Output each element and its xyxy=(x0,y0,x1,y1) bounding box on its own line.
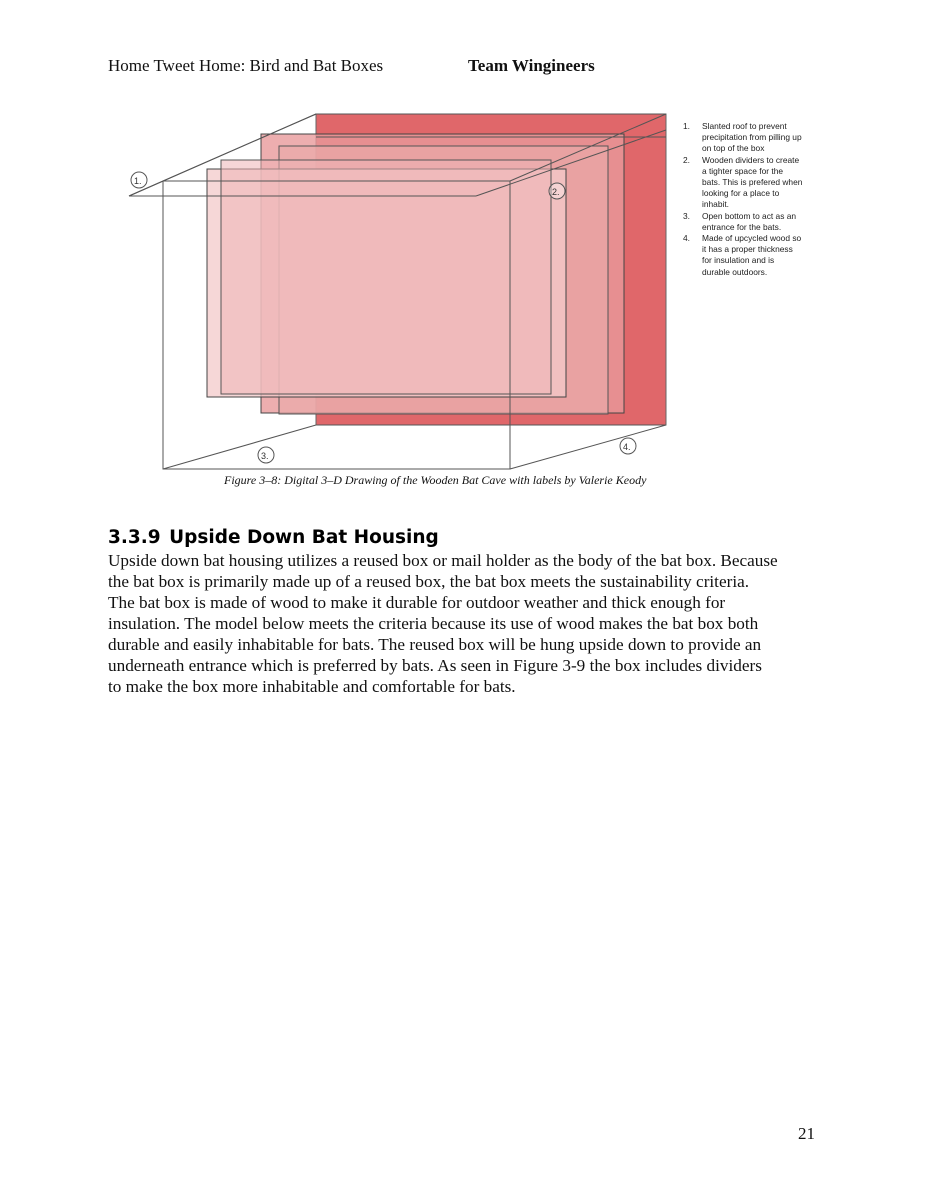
body-line: to make the box more inhabitable and comfortable for bats. xyxy=(108,677,516,696)
note-number: 3. xyxy=(683,210,690,221)
note-line: looking for a place to xyxy=(702,188,780,199)
body-line: durable and easily inhabitable for bats. The reused box will be hung upside down to provide an xyxy=(108,635,762,654)
note-line: for insulation and is xyxy=(702,255,775,266)
header-title: Home Tweet Home: Bird and Bat Boxes xyxy=(108,56,384,75)
section-heading xyxy=(108,527,439,548)
svg-text:3.: 3. xyxy=(261,451,269,461)
note-line: inhabit. xyxy=(702,199,730,210)
note-text xyxy=(702,121,833,155)
note-line: it has a proper thickness xyxy=(702,244,793,255)
note-text xyxy=(702,211,833,233)
note-line: durable outdoors. xyxy=(702,266,768,277)
figure-note xyxy=(683,211,833,233)
note-line: Open bottom to act as an xyxy=(702,210,797,221)
figure-notes-list xyxy=(683,121,833,278)
callout-1 xyxy=(131,172,147,188)
section-title: Upside Down Bat Housing xyxy=(169,527,439,548)
callout-4 xyxy=(620,438,636,454)
body-line: Upside down bat housing utilizes a reused box or mail holder as the body of the bat box. Because xyxy=(108,551,778,570)
front-divider-face xyxy=(221,160,551,394)
note-number: 2. xyxy=(683,154,690,165)
page-number: 21 xyxy=(798,1124,815,1143)
note-text xyxy=(702,233,833,278)
section-number: 3.3.9 xyxy=(108,527,161,548)
svg-text:2.: 2. xyxy=(552,187,560,197)
figure-note xyxy=(683,155,833,211)
note-line: Made of upcycled wood so xyxy=(702,233,802,244)
body-line: insulation. The model below meets the criteria because its use of wood makes the bat box both xyxy=(108,614,759,633)
figure-note xyxy=(683,233,833,278)
section-body xyxy=(108,550,828,697)
note-line: precipitation from pilling up xyxy=(702,132,802,143)
note-number: 4. xyxy=(683,233,690,244)
note-text xyxy=(702,155,833,211)
note-line: a tighter space for the xyxy=(702,165,784,176)
body-line: the bat box is primarily made up of a reused box, the bat box meets the sustainability criteria. xyxy=(108,572,750,591)
figure-caption: Figure 3–8: Digital 3–D Drawing of the Wooden Bat Cave with labels by Valerie Keody xyxy=(224,473,647,487)
figure-note xyxy=(683,121,833,155)
note-line: on top of the box xyxy=(702,143,765,154)
note-line: Wooden dividers to create xyxy=(702,154,800,165)
note-line: entrance for the bats. xyxy=(702,221,782,232)
note-number: 1. xyxy=(683,121,690,131)
body-line: underneath entrance which is preferred by bats. As seen in Figure 3-9 the box includes dividers xyxy=(108,656,762,675)
svg-text:4.: 4. xyxy=(623,442,631,452)
callout-3 xyxy=(258,447,274,463)
header-team: Team Wingineers xyxy=(468,56,595,75)
svg-text:1.: 1. xyxy=(134,176,142,186)
note-line: bats. This is prefered when xyxy=(702,177,803,188)
note-line: Slanted roof to prevent xyxy=(702,121,787,131)
body-line: The bat box is made of wood to make it durable for outdoor weather and thick enough for xyxy=(108,593,726,612)
callout-2 xyxy=(549,183,565,199)
